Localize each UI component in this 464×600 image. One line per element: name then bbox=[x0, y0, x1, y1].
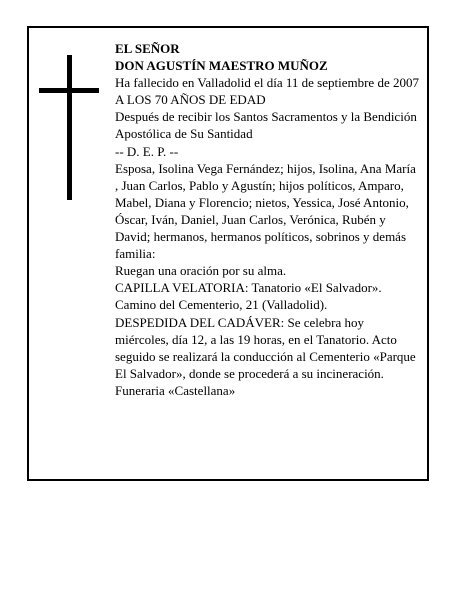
farewell-info: DESPEDIDA DEL CADÁVER: Se celebra hoy miércoles, día 12, a las 19 horas, en el Tanatorio. Acto seguido se realizará la conducción al Cementerio «Parque El Salvador», donde se procederá a su incineración. bbox=[115, 314, 416, 381]
age-line: A LOS 70 AÑOS DE EDAD bbox=[115, 92, 266, 108]
family-list: Esposa, Isolina Vega Fernández; hijos, Isolina, Ana María , Juan Carlos, Pablo y Agustín; hijos políticos, Amparo, Mabel, Diana y Florencio; nietos, Yessica, José Antonio, Óscar, Iván, Daniel, Juan Carlos, Verónica, Rubén y David; hermanos, hermanos políticos, sobrinos y demás familia: bbox=[115, 160, 416, 262]
cross-horizontal-bar bbox=[39, 88, 99, 93]
cross-icon bbox=[39, 55, 99, 200]
sacraments-line: Después de recibir los Santos Sacramentos y la Bendición Apostólica de Su Santidad bbox=[115, 109, 417, 142]
notice-title: EL SEÑOR bbox=[115, 41, 180, 56]
death-announcement: Ha fallecido en Valladolid el día 11 de septiembre de 2007 bbox=[115, 75, 419, 91]
deceased-name: DON AGUSTÍN MAESTRO MUÑOZ bbox=[115, 58, 328, 74]
chapel-info: CAPILLA VELATORIA: Tanatorio «El Salvador». Camino del Cementerio, 21 (Valladolid). bbox=[115, 280, 382, 313]
rip-line: -- D. E. P. -- bbox=[115, 143, 179, 159]
prayer-request: Ruegan una oración por su alma. bbox=[115, 263, 287, 279]
cross-vertical-bar bbox=[67, 55, 72, 200]
obituary-text bbox=[115, 40, 421, 399]
obituary-notice bbox=[27, 26, 429, 481]
funeral-home: Funeraria «Castellana» bbox=[115, 382, 236, 398]
